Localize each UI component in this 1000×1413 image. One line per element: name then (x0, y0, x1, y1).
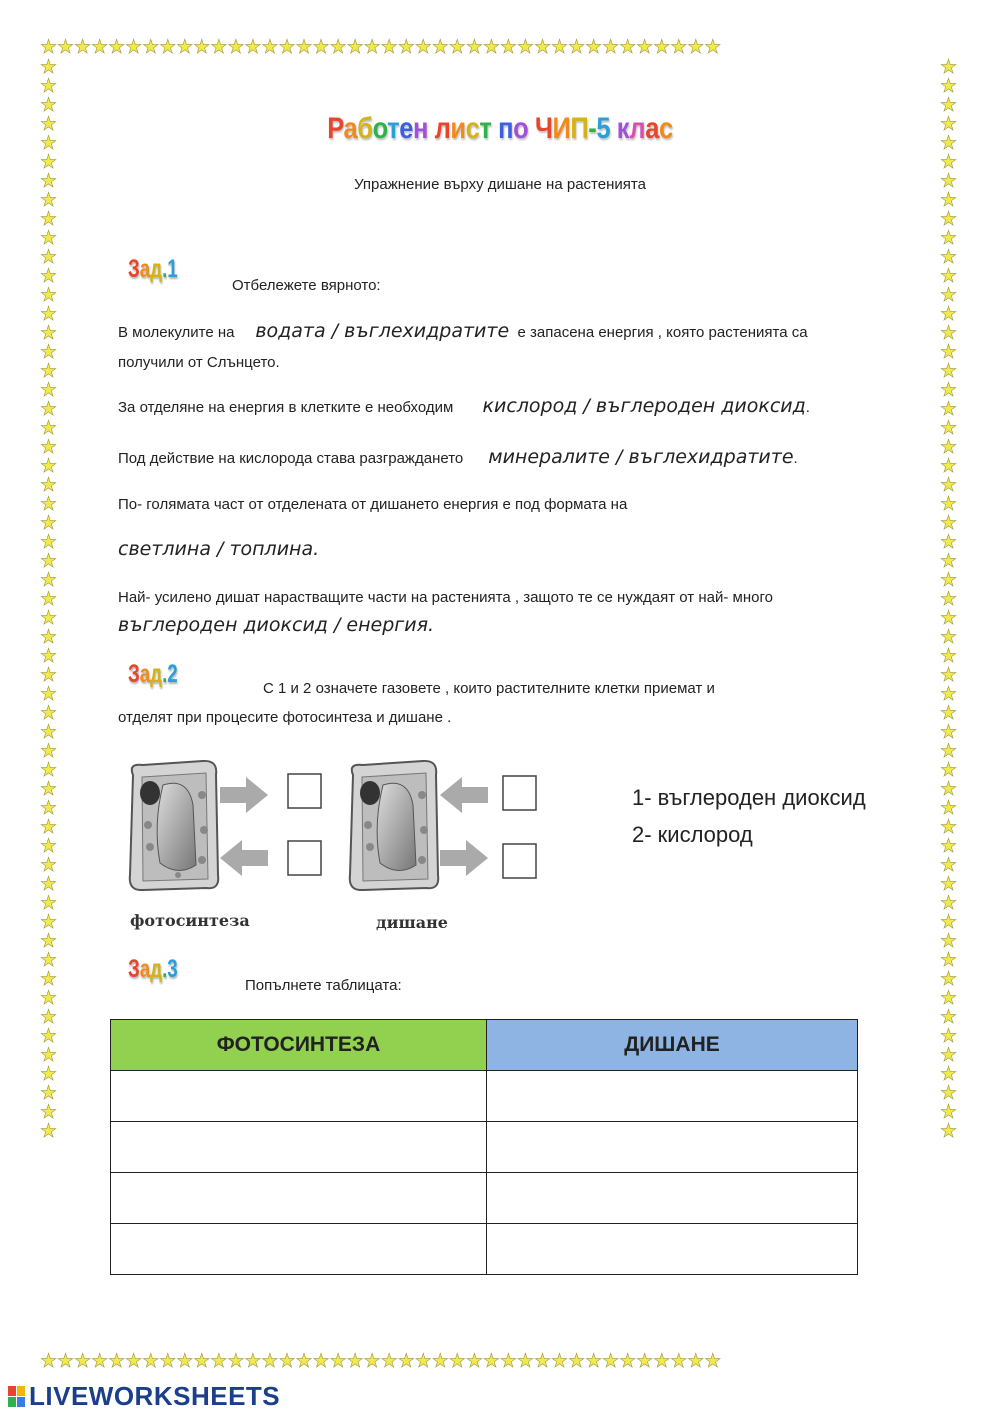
table-cell[interactable] (487, 1122, 858, 1173)
table-cell[interactable] (487, 1224, 858, 1275)
page-title-text: Работен лист по ЧИП-5 клас (327, 112, 673, 145)
legend-1: 1- въглероден диоксид (632, 785, 866, 810)
answer-box-3[interactable] (503, 776, 536, 810)
photosynthesis-caption: фотосинтеза (130, 911, 250, 930)
star-border-bottom: ★★★★★★★★★★★★★★★★★★★★★★★★★★★★★★★★★★★★★★★★ (40, 1352, 722, 1371)
answer-box-4[interactable] (503, 844, 536, 878)
statement-4-cont: светлина / топлина. (118, 538, 320, 560)
task2-text-line2: отделят при процесите фотосинтеза и дишане . (118, 709, 452, 726)
task2-label: Зад.2 (128, 660, 178, 688)
arrow-in-2 (440, 777, 488, 813)
arrow-out-1 (220, 777, 268, 813)
table-cell[interactable] (111, 1224, 487, 1275)
task1-instruction: Отбележете вярното: (232, 277, 381, 294)
statement-5-options[interactable]: въглероден диоксид / енергия. (118, 614, 435, 636)
statement-2-options[interactable]: кислород / въглероден диоксид (482, 395, 806, 417)
task2-text-line1: С 1 и 2 означете газовете , които растителните клетки приемат и (263, 680, 715, 697)
legend-2: 2- кислород (632, 822, 753, 847)
table-header-photosynthesis: ФОТОСИНТЕЗА (111, 1020, 487, 1071)
footer-brand[interactable] (8, 1381, 280, 1412)
table-cell[interactable] (111, 1173, 487, 1224)
table-row (111, 1122, 858, 1173)
table-cell[interactable] (111, 1071, 487, 1122)
footer-brand-text: LIVEWORKSHEETS (29, 1381, 281, 1411)
star-border-top: ★★★★★★★★★★★★★★★★★★★★★★★★★★★★★★★★★★★★★★★★ (40, 38, 722, 57)
star-border-right: ★ ★ ★ ★ ★ ★ ★ ★ ★ ★ ★ ★ ★ ★ ★ ★ ★ ★ ★ ★ ★ ★ ★ ★ ★ ★ ★ ★ ★ ★ ★ ★ ★ ★ ★ ★ ★ ★ ★ ★ ★ ★ ★ ★ ★ ★ ★ ★ ★ ★ ★ ★ ★ ★ ★ ★ ★ (940, 57, 958, 1142)
table-cell[interactable] (487, 1071, 858, 1122)
statement-4: По- голямата част от отделената от дишането енергия е под формата на (118, 496, 628, 513)
task3-label: Зад.3 (128, 955, 178, 983)
statement-3: Под действие на кислорода става разграждането минералите / въглехидратите. (118, 446, 798, 468)
arrow-in-1 (220, 840, 268, 876)
arrow-out-2 (440, 840, 488, 876)
cell-diagram (118, 755, 558, 940)
task1-label: Зад.1 (128, 255, 178, 283)
table-row (111, 1071, 858, 1122)
statement-5: Най- усилено дишат нарастващите части на растенията , защото те се нуждаят от най- много (118, 589, 773, 606)
answer-box-1[interactable] (288, 774, 321, 808)
answer-table (110, 1019, 858, 1275)
star-border-left: ★ ★ ★ ★ ★ ★ ★ ★ ★ ★ ★ ★ ★ ★ ★ ★ ★ ★ ★ ★ ★ ★ ★ ★ ★ ★ ★ ★ ★ ★ ★ ★ ★ ★ ★ ★ ★ ★ ★ ★ ★ ★ ★ ★ ★ ★ ★ ★ ★ ★ ★ ★ ★ ★ ★ ★ ★ (40, 57, 58, 1142)
task3-instruction: Попълнете таблицата: (245, 977, 402, 994)
statement-5-cont (118, 614, 434, 636)
table-cell[interactable] (111, 1122, 487, 1173)
answer-box-2[interactable] (288, 841, 321, 875)
table-row (111, 1224, 858, 1275)
table-header-row (111, 1020, 858, 1071)
statement-4-options[interactable]: светлина / топлина (118, 538, 314, 560)
respiration-caption: дишане (376, 913, 448, 932)
statement-1-cont: получили от Слънцето. (118, 354, 280, 371)
table-header-respiration: ДИШАНЕ (487, 1020, 858, 1071)
statement-1: В молекулите на водата / въглехидратите е запасена енергия , която растенията са (118, 320, 808, 342)
page-title (75, 112, 925, 146)
respiration-cell (350, 761, 438, 890)
table-cell[interactable] (487, 1173, 858, 1224)
photosynthesis-cell (130, 761, 218, 890)
page-subtitle: Упражнение върху дишане на растенията (354, 176, 646, 193)
statement-3-options[interactable]: минералите / въглехидратите (488, 446, 794, 468)
statement-2: За отделяне на енергия в клетките е необходим кислород / въглероден диоксид. (118, 395, 810, 417)
statement-1-options[interactable]: водата / въглехидратите (255, 320, 510, 342)
liveworksheets-logo-icon (8, 1386, 26, 1408)
table-row (111, 1173, 858, 1224)
